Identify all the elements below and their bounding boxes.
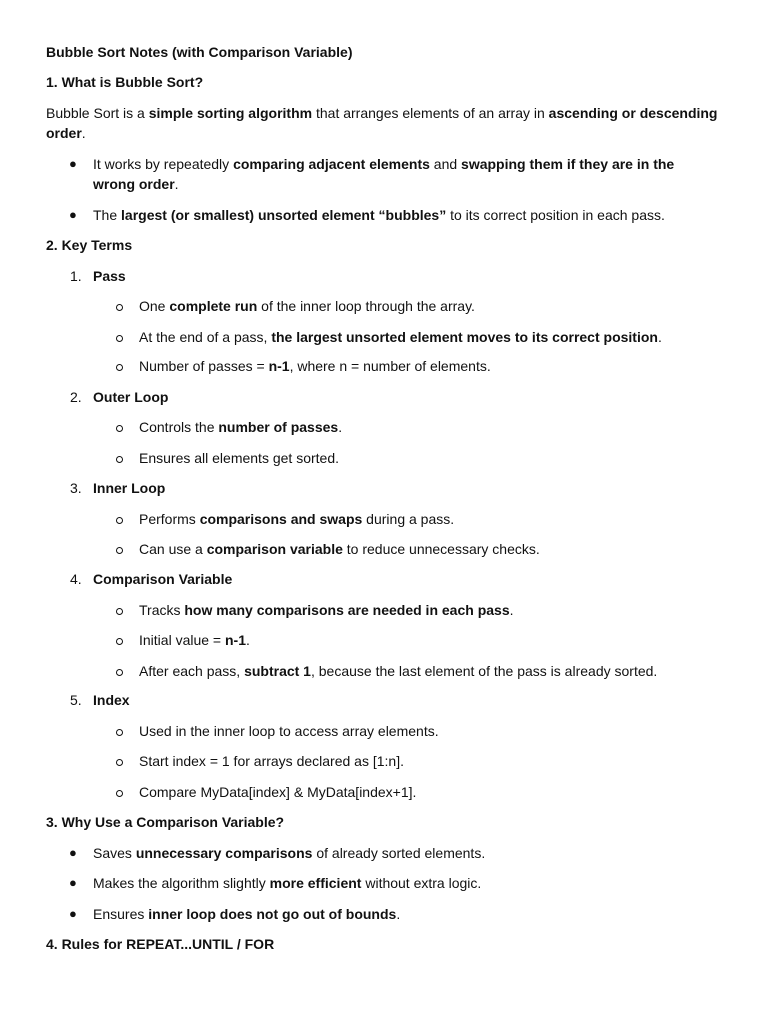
circle-bullet-icon xyxy=(116,759,123,766)
term-number: 2. xyxy=(70,389,82,405)
circle-bullet-icon xyxy=(116,547,123,554)
term-item: Used in the inner loop to access array elements. xyxy=(139,723,439,739)
circle-bullet-icon xyxy=(116,790,123,797)
bullet-icon: ● xyxy=(69,906,77,921)
term-item: Number of passes = n-1, where n = number of elements. xyxy=(139,358,491,374)
bullet-icon: ● xyxy=(69,875,77,890)
term-item: Performs comparisons and swaps during a pass. xyxy=(139,511,455,527)
circle-bullet-icon xyxy=(116,304,123,311)
circle-bullet-icon xyxy=(116,729,123,736)
circle-bullet-icon xyxy=(116,456,123,463)
term-item: Can use a comparison variable to reduce unnecessary checks. xyxy=(139,541,540,557)
term-name-outer-loop: Outer Loop xyxy=(93,389,169,405)
section-4-heading: 4. Rules for REPEAT...UNTIL / FOR xyxy=(46,936,275,952)
term-number: 4. xyxy=(70,571,82,587)
circle-bullet-icon xyxy=(116,669,123,676)
term-name-pass: Pass xyxy=(93,268,126,284)
term-name-comparison-variable: Comparison Variable xyxy=(93,571,233,587)
section-2-heading: 2. Key Terms xyxy=(46,237,133,253)
circle-bullet-icon xyxy=(116,517,123,524)
term-name-inner-loop: Inner Loop xyxy=(93,480,166,496)
term-item: Controls the number of passes. xyxy=(139,419,343,435)
term-name-index: Index xyxy=(93,692,130,708)
circle-bullet-icon xyxy=(116,608,123,615)
circle-bullet-icon xyxy=(116,638,123,645)
term-item: Compare MyData[index] & MyData[index+1]. xyxy=(139,784,417,800)
term-item: Tracks how many comparisons are needed in each pass. xyxy=(139,602,514,618)
circle-bullet-icon xyxy=(116,425,123,432)
section-1-bullet: It works by repeatedly comparing adjacent elements and swapping them if they are in the wrong order. xyxy=(93,156,675,192)
term-item: At the end of a pass, the largest unsorted element moves to its correct position. xyxy=(139,329,662,345)
bullet-icon: ● xyxy=(69,156,77,171)
section-3-bullet: Makes the algorithm slightly more efficient without extra logic. xyxy=(93,875,482,891)
section-3-bullet: Ensures inner loop does not go out of bounds. xyxy=(93,906,401,922)
term-number: 5. xyxy=(70,692,82,708)
term-item: Ensures all elements get sorted. xyxy=(139,450,339,466)
bullet-icon: ● xyxy=(69,207,77,222)
term-item: Initial value = n-1. xyxy=(139,632,250,648)
term-number: 1. xyxy=(70,268,82,284)
section-3-heading: 3. Why Use a Comparison Variable? xyxy=(46,814,285,830)
term-item: Start index = 1 for arrays declared as [1:n]. xyxy=(139,753,404,769)
term-item: After each pass, subtract 1, because the last element of the pass is already sorted. xyxy=(139,663,658,679)
circle-bullet-icon xyxy=(116,335,123,342)
section-1-bullet: The largest (or smallest) unsorted element “bubbles” to its correct position in each pass. xyxy=(93,207,665,223)
term-number: 3. xyxy=(70,480,82,496)
term-item: One complete run of the inner loop through the array. xyxy=(139,298,475,314)
circle-bullet-icon xyxy=(116,364,123,371)
section-3-bullet: Saves unnecessary comparisons of already sorted elements. xyxy=(93,845,486,861)
bullet-icon: ● xyxy=(69,845,77,860)
doc-title: Bubble Sort Notes (with Comparison Variable) xyxy=(46,44,353,60)
section-1-intro: Bubble Sort is a simple sorting algorithm that arranges elements of an array in ascending or descending order. xyxy=(46,105,718,141)
section-1-heading: 1. What is Bubble Sort? xyxy=(46,74,204,90)
